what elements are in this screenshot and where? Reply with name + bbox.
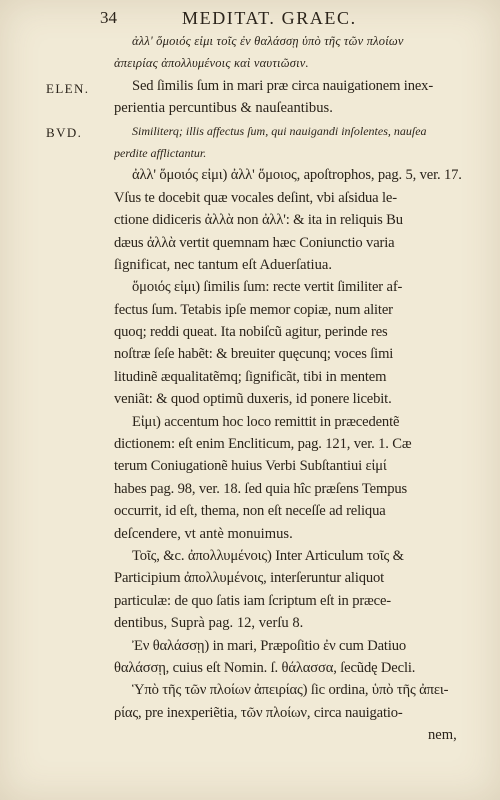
text-line: ctione didiceris ἀλλὰ non ἀλλ': & ita in reliquis Bu [114,212,403,229]
text-line: particulæ: de quo ſatis iam ſcriptum eſt in præce- [114,592,392,609]
text-body [114,30,478,747]
margin-note-bud: BVD. [46,125,83,140]
text-line: occurrit, id eſt, thema, non eſt neceſſe ad reliqua [114,503,386,520]
text-line: ἀλλ' ὅμοιός εἰμι) ἀλλ' ὅμοιος, apoſtrophos, pag. 5, ver. 17. [132,167,462,184]
text-line: deſcendere, vt antè monuimus. [114,525,293,542]
text-line: ſignificat, nec tantum eſt Aduerſatiua. [114,256,333,273]
page-number: 34 [100,8,117,27]
page-header [0,8,500,30]
text-line: dentibus, Suprà pag. 12, verſu 8. [114,615,304,632]
text-line: fectus ſum. Tetabis ipſe memor copiæ, num aliter [114,301,393,318]
running-title: MEDITAT. GRAEC. [182,8,357,28]
text-line: ἀπειρίας ἀπολλυμένοις καὶ ναυτιῶσιν. [114,56,309,71]
text-line: Vſus te docebit quæ vocales deſint, vbi aſsidua le- [114,189,397,206]
text-line: veniãt: & quod optimũ duxeris, id ponere licebit. [114,391,392,408]
text-line: dictionem: eſt enim Encliticum, pag. 121, ver. 1. Cæ [114,436,412,453]
text-line: Participium ἀπολλυμένοις, interſeruntur aliquot [114,570,385,587]
text-line: habes pag. 98, ver. 18. ſed quia hîc præſens Tempus [114,480,408,497]
text-line: Sed ſimilis ſum in mari præ circa nauigationem inex- [132,77,434,94]
text-line: dæus ἀλλὰ vertit quemnam hæc Coniunctio varia [114,234,395,251]
text-line: Εἰμι) accentum hoc loco remittit in præcedentẽ [132,413,400,430]
text-line: ρίας, pre inexperiẽtia, τῶν πλοίων, circa nauigatio- [114,704,403,721]
margin-note-elen: ELEN. [46,81,90,96]
text-line: Ὑπὸ τῆς τῶν πλοίων ἀπειρίας) ſic ordina, ὑπὸ τῆς ἀπει- [132,682,449,699]
text-line: ἀλλ' ὅμοιός εἰμι τοῖς ἐν θαλάσσῃ ὑπὸ τῆς τῶν πλοίων [132,34,404,48]
text-line: litudinẽ æqualitatẽmq; ſignificãt, tibi in mentem [114,368,387,385]
text-line: terum Coniugationẽ huius Verbi Subſtantiui εἰμί [114,458,387,475]
text-line: θαλάσσῃ, cuius eſt Nomin. ſ. θάλασσα, ſecũdę Decli. [114,659,416,676]
text-line: perientia percuntibus & nauſeantibus. [114,100,333,117]
text-line: nem, [428,727,457,744]
text-line: ὅμοιός εἰμι) ſimilis ſum: recte vertit ſimiliter af- [132,279,403,296]
text-line: noſtræ ſeſe habẽt: & breuiter quęcunq; voces ſimi [114,346,394,363]
text-line: Similiterq; illis affectus ſum, qui nauigandi inſolentes, nauſea [132,123,427,138]
text-line: perdite afflictantur. [114,145,207,160]
text-line: Ἐν θαλάσσῃ) in mari, Præpoſitio ἐν cum Datiuo [132,637,407,654]
text-line: quoq; reddi queat. Ita nobiſcũ agitur, perinde res [114,324,388,341]
text-line: Τοῖς, &c. ἀπολλυμένοις) Inter Articulum τοῖς & [132,547,404,564]
